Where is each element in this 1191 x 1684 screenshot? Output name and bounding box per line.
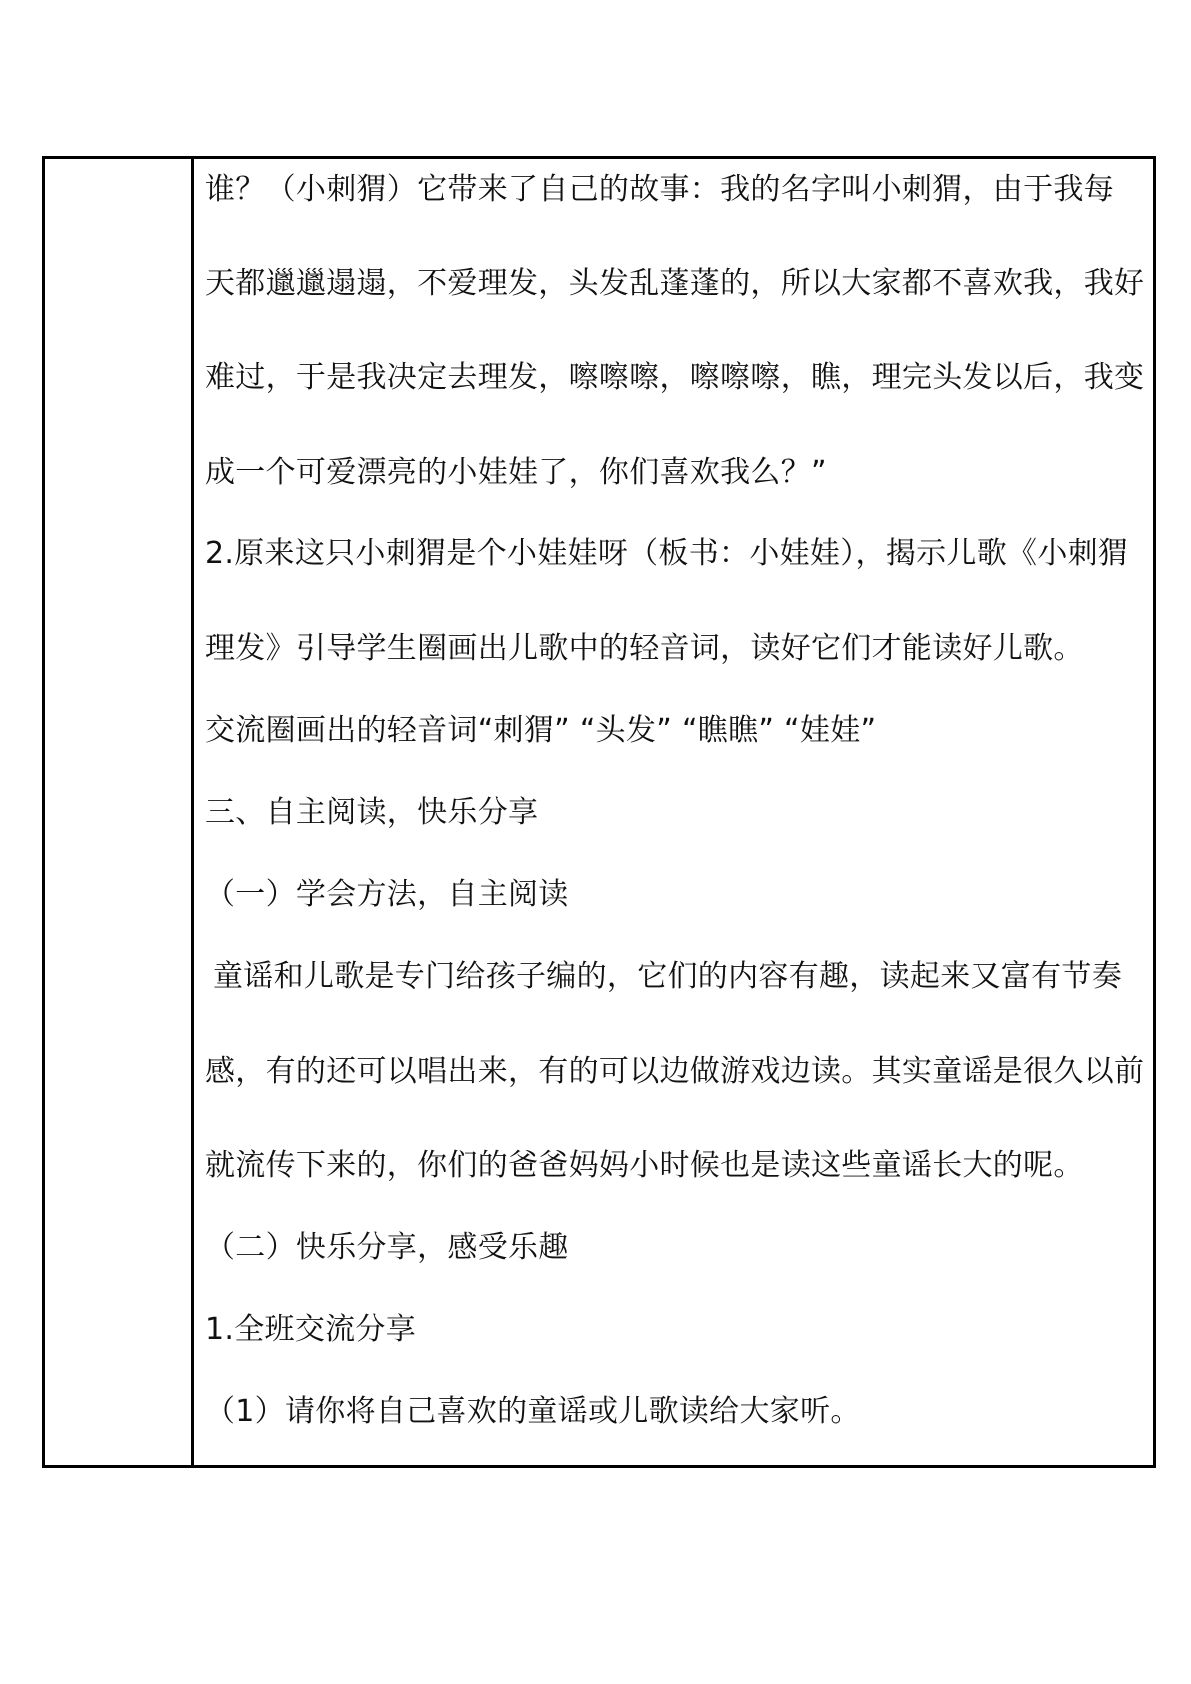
lesson-step-2: 2.原来这只小刺猬是个小娃娃呀（板书：小娃娃），揭示儿歌《小刺猬 — [205, 536, 1129, 571]
lesson-text-line: 交流圈画出的轻音词“刺猬” “头发” “瞧瞧” “娃娃” — [205, 713, 877, 748]
lesson-text-line: 感，有的还可以唱出来，有的可以边做游戏边读。其实童谣是很久以前 — [205, 1054, 1145, 1089]
section-heading-3: 三、自主阅读，快乐分享 — [205, 795, 539, 830]
column-divider — [191, 156, 194, 1468]
lesson-substep-1: （1）请你将自己喜欢的童谣或儿歌读给大家听。 — [205, 1394, 861, 1429]
lesson-step-1: 1.全班交流分享 — [205, 1312, 417, 1347]
lesson-text-line: 天都邋邋遢遢，不爱理发，头发乱蓬蓬的，所以大家都不喜欢我，我好 — [205, 266, 1145, 301]
left-empty-cell — [45, 159, 191, 1465]
lesson-text-line: 成一个可爱漂亮的小娃娃了，你们喜欢我么？” — [205, 455, 827, 490]
lesson-text-line: 谁？（小刺猬）它带来了自己的故事：我的名字叫小刺猬，由于我每 — [205, 172, 1114, 207]
lesson-text-line: 理发》引导学生圈画出儿歌中的轻音词，读好它们才能读好儿歌。 — [205, 631, 1084, 666]
lesson-text-line: 童谣和儿歌是专门给孩子编的，它们的内容有趣，读起来又富有节奏 — [213, 959, 1122, 994]
lesson-text-line: 难过，于是我决定去理发，嚓嚓嚓，嚓嚓嚓，瞧，理完头发以后，我变 — [205, 360, 1145, 395]
lesson-text-line: 就流传下来的，你们的爸爸妈妈小时候也是读这些童谣长大的呢。 — [205, 1148, 1084, 1183]
subsection-heading-1: （一）学会方法，自主阅读 — [205, 877, 569, 912]
subsection-heading-2: （二）快乐分享，感受乐趣 — [205, 1230, 569, 1265]
